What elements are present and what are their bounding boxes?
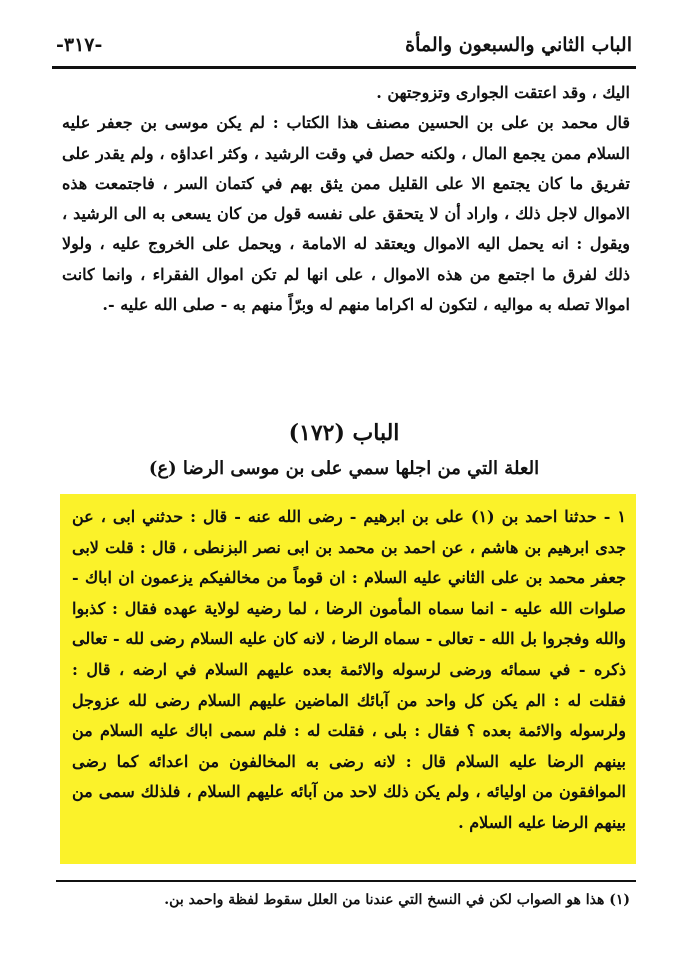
chapter-subtitle: العلة التي من اجلها سمي على بن موسى الرضا (ع)	[148, 458, 540, 479]
header-rule	[52, 66, 636, 69]
chapter-title: الباب (١٧٢)	[288, 420, 400, 446]
chapter-heading: الباب الثاني والسبعون والمأة	[405, 34, 632, 56]
paragraph: قال محمد بن على بن الحسين مصنف هذا الكتاب : لم يكن موسى بن جعفر عليه السلام ممن يجمع المال ، ولكنه حصل في وقت الرشيد ، وكثر اعداؤه ، ولم يقدر على تفريق ما كان يجتمع الا على القليل ممن يثق بهم في كتمان السر ، فاجتمعت هذه الاموال لاجل ذلك ، واراد أن لا يتحقق على نفسه قول من كان يسعى به الى الرشيد ، ويقول : انه يحمل اليه الاموال ويعتقد له الامامة ، ويحمل على الخروج عليه ، ولولا ذلك لفرق ما اجتمع من هذه الاموال ، على انها لم تكن اموال الفقراء ، وانما كانت اموالا تصله به مواليه ، لتكون له اكراما منهم له وبرّاً منهم به - صلى الله عليه -.	[62, 113, 630, 315]
page-number: -٣١٧-	[56, 34, 103, 56]
page-header	[56, 28, 632, 62]
paragraph: ١ - حدثنا احمد بن (١) على بن ابرهيم - رضى الله عنه - قال : حدثني ابى ، عن جدى ابرهيم بن هاشم ، عن احمد بن محمد بن ابى نصر البزنطى ، قال : قلت لابى جعفر محمد بن على الثاني عليه السلام : ان قوماً من مخالفيكم يزعمون ان اباك - صلوات الله عليه - انما سماه المأمون الرضا ، لما رضيه لولاية عهده فقال : كذبوا والله وفجروا بل الله - تعالى - سماه الرضا ، لانه كان عليه السلام رضى لله - تعالى ذكره - في سمائه ورضى لرسوله والائمة بعده عليهم السلام في ارضه ، قال : فقلت له : الم يكن كل واحد من آبائك الماضين عليهم السلام رضى لله عزوجل ولرسوله والائمة بعده ؟ فقال : بلى ، فقلت له : فلم سمى اباك عليه السلام من بينهم الرضا عليه السلام قال : لانه رضى به المخالفون من اعدائه كما رضى الموافقون من اوليائه ، ولم يكن ذلك لاحد من آبائه عليهم السلام ، فلذلك سمى من بينهم الرضا عليه السلام .	[72, 507, 627, 832]
main-text	[62, 78, 630, 320]
hadith-text	[72, 502, 626, 839]
footnote: (١) هذا هو الصواب لكن في النسخ التي عندنا من العلل سقوط لفظة واحمد بن.	[164, 892, 630, 908]
footnote-rule	[56, 880, 636, 882]
paragraph: اليك ، وقد اعتقت الجوارى وتزوجتهن .	[376, 83, 630, 102]
